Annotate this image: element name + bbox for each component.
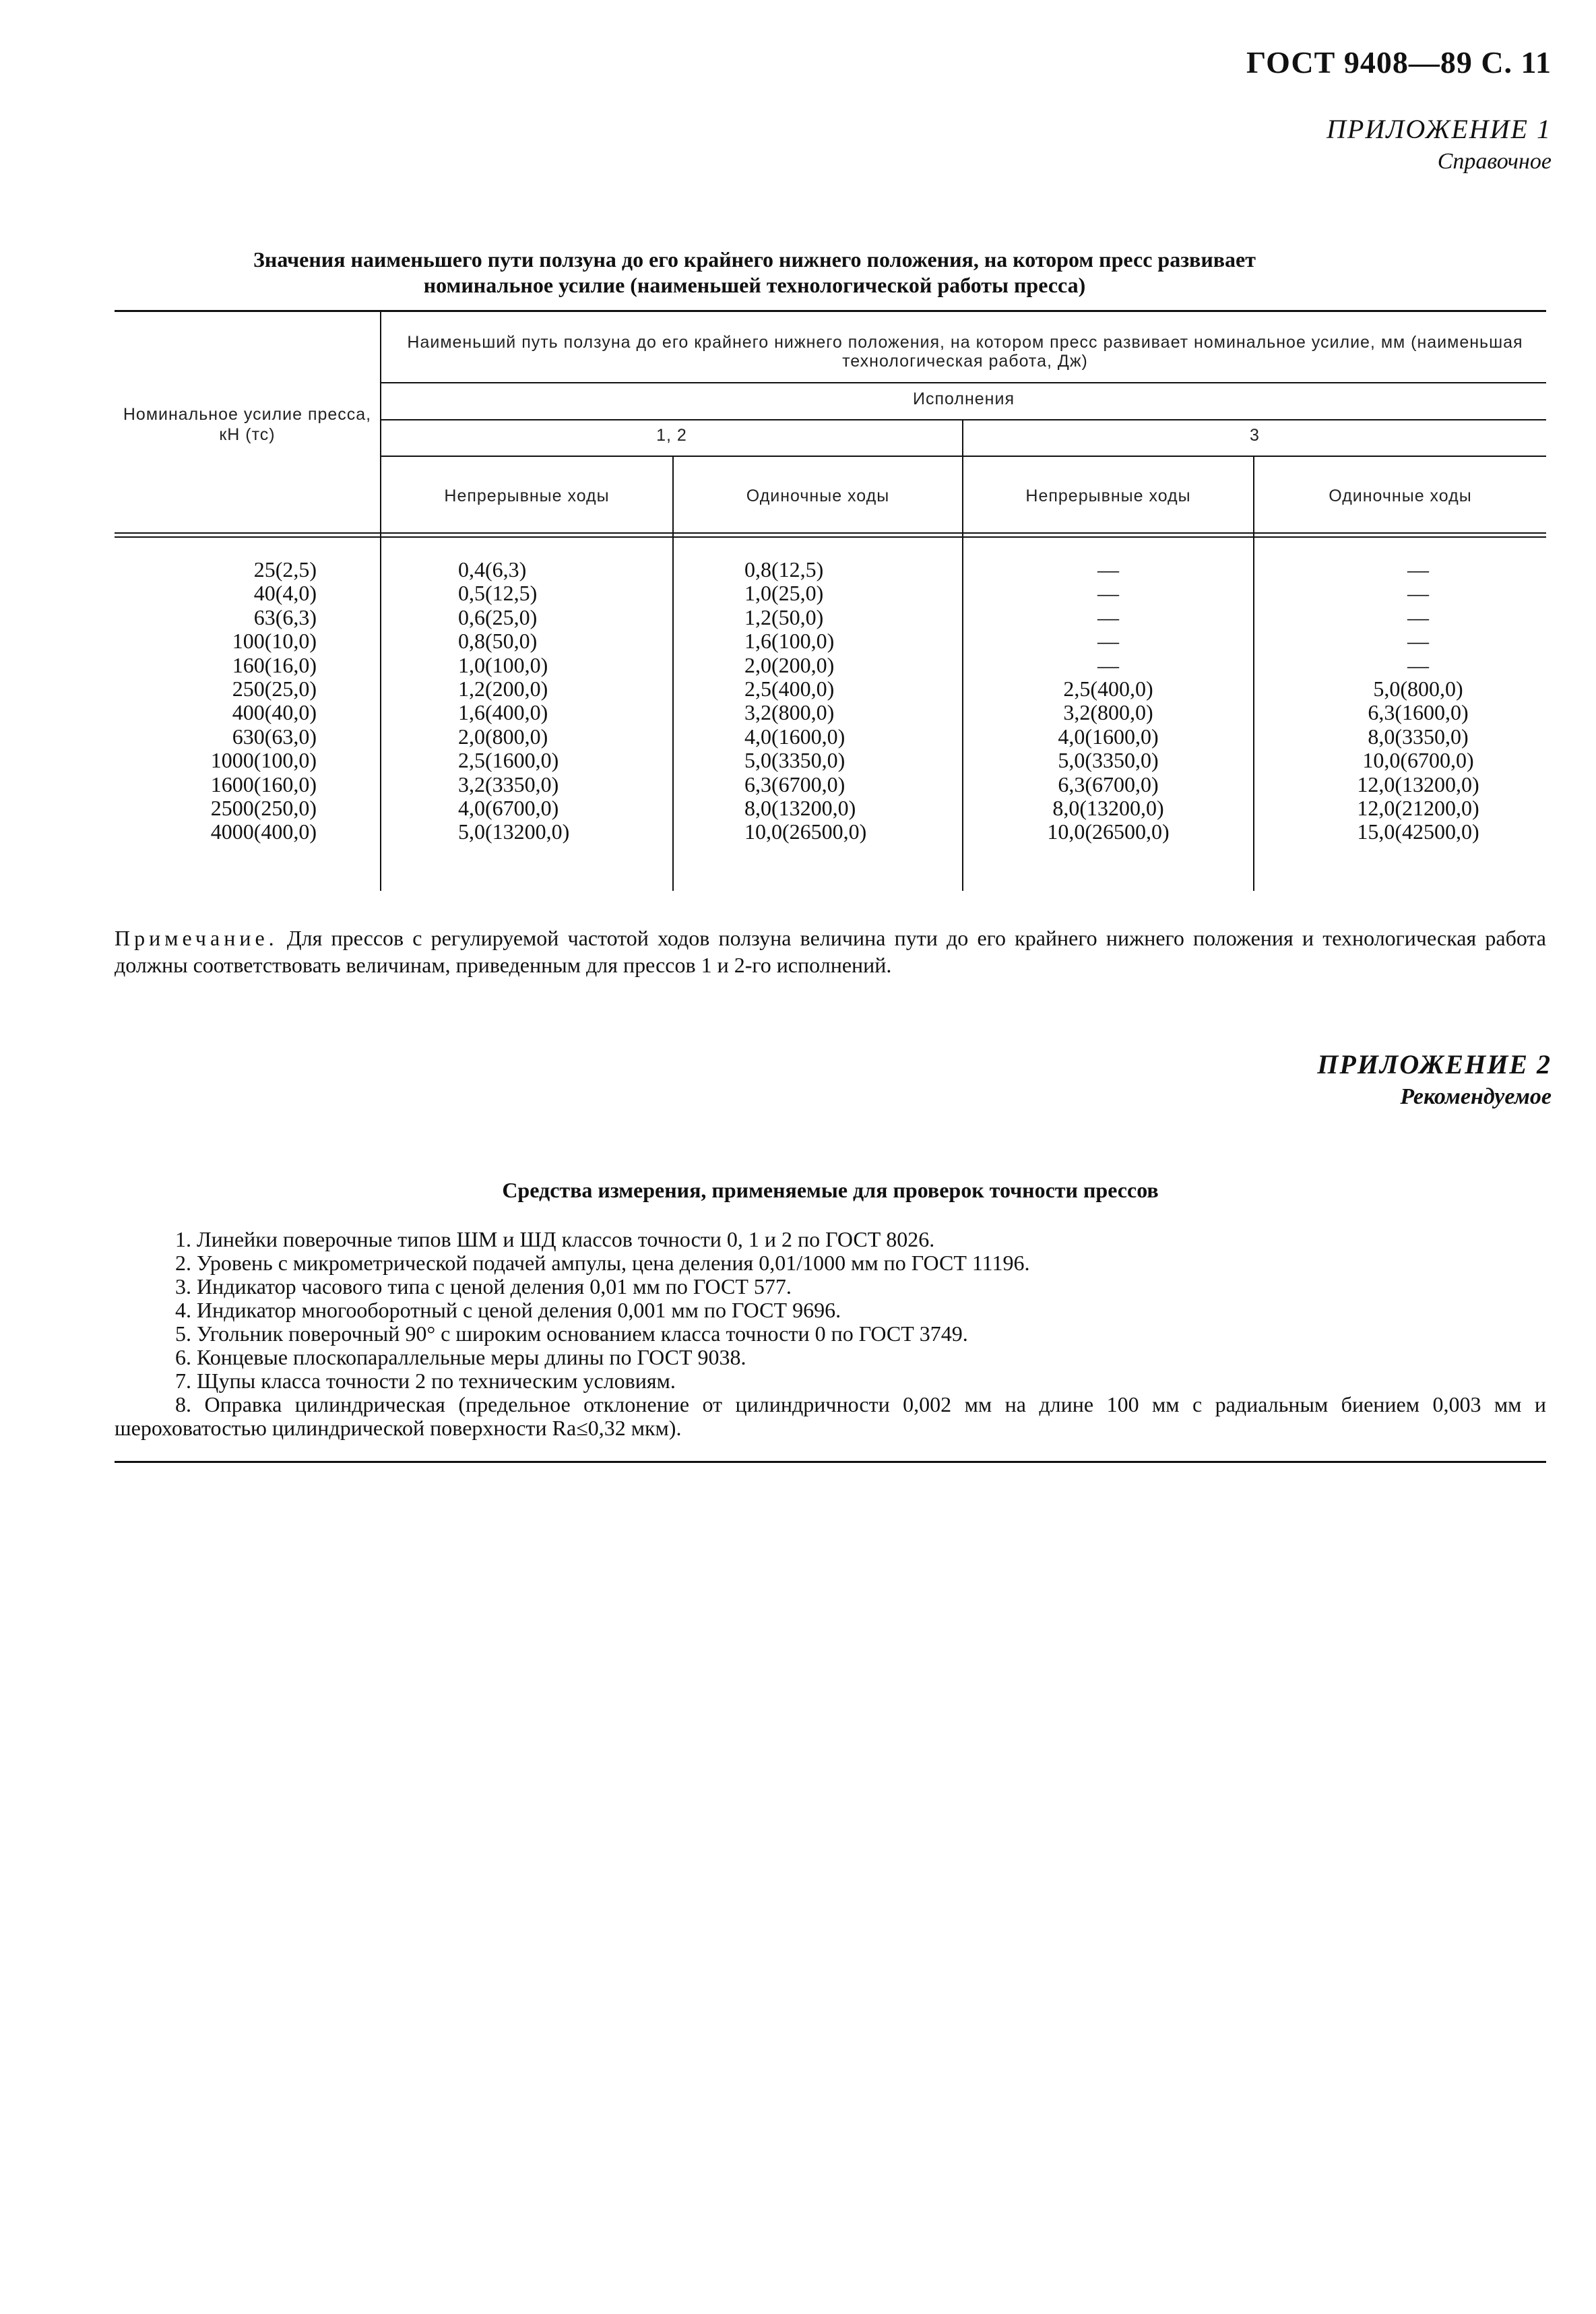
table-cell: 3,2(800,0) <box>744 700 835 725</box>
column-3-single <box>1331 558 1506 844</box>
sub-header-12-continuous: Непрерывные ходы <box>444 487 610 505</box>
table-cell: 8,0(13200,0) <box>744 796 856 821</box>
appendix-1-subtitle: Справочное <box>1437 149 1552 174</box>
table-cell: 4,0(6700,0) <box>458 796 559 821</box>
table-cell: — <box>1097 604 1119 629</box>
table-cell: 4,0(1600,0) <box>1058 724 1159 749</box>
table-cell: 630(63,0) <box>232 724 317 749</box>
list-item: 2. Уровень с микрометрической подачей ампулы, цена деления 0,01/1000 мм по ГОСТ 11196. <box>175 1251 1030 1275</box>
instruments-list <box>115 1228 1546 1440</box>
note-label: Примечание. <box>115 926 278 950</box>
table-cell: 4,0(1600,0) <box>744 724 845 749</box>
sub-header-3-single: Одиночные ходы <box>1329 487 1472 505</box>
table-cell: 2,0(200,0) <box>744 652 835 677</box>
exec-header-rule <box>381 419 1546 420</box>
table-cell: 0,6(25,0) <box>458 604 538 629</box>
table-cell: 5,0(3350,0) <box>1058 748 1159 773</box>
list-item: 4. Индикатор многооборотный с ценой деления 0,001 мм по ГОСТ 9696. <box>175 1298 841 1322</box>
column-force <box>182 558 317 844</box>
list-item: 3. Индикатор часового типа с ценой деления 0,01 мм по ГОСТ 577. <box>175 1274 792 1299</box>
list-item: 1. Линейки поверочные типов ШМ и ШД классов точности 0, 1 и 2 по ГОСТ 8026. <box>175 1227 935 1251</box>
table-cell: 12,0(21200,0) <box>1357 796 1479 821</box>
group-header: Наименьший путь ползуна до его крайнего нижнего положения, на котором пресс развивает номинальное усилие, мм (наименьшая технологическая работа, Дж) <box>407 333 1523 371</box>
instruments-title: Средства измерения, применяемые для проверок точности прессов <box>502 1178 1159 1202</box>
table-cell: 2,5(400,0) <box>744 677 835 701</box>
table-cell: 1,2(200,0) <box>458 677 548 701</box>
group-header-rule <box>381 382 1546 383</box>
table-cell: 40(4,0) <box>253 581 317 606</box>
table-cell: 0,8(50,0) <box>458 629 538 654</box>
table-cell: 8,0(13200,0) <box>1052 796 1164 821</box>
table-cell: 10,0(26500,0) <box>744 819 867 844</box>
table-header-rule-2 <box>115 536 1546 538</box>
table-cell: 10,0(26500,0) <box>1047 819 1170 844</box>
table-cell: 12,0(13200,0) <box>1357 772 1479 796</box>
table-cell: 1000(100,0) <box>210 748 317 773</box>
page-header: ГОСТ 9408—89 С. 11 <box>1246 45 1552 80</box>
table-cell: 250(25,0) <box>232 677 317 701</box>
table-cell: — <box>1097 629 1119 654</box>
table-cell: — <box>1407 604 1429 629</box>
note-text: Для прессов с регулируемой частотой ходов ползуна величина пути до его крайнего нижнего положения и технологическая работа должны соответствовать величинам, приведенным для прессов 1 и 2-го исполнений. <box>115 926 1547 977</box>
table-cell: 2,5(1600,0) <box>458 748 559 773</box>
col-divider-1 <box>672 456 674 891</box>
exec-header: Исполнения <box>913 389 1015 408</box>
appendix-1-title: ПРИЛОЖЕНИЕ 1 <box>1327 114 1552 144</box>
table-cell: 1,2(50,0) <box>744 604 824 629</box>
table-cell: — <box>1407 652 1429 677</box>
table-cell: — <box>1407 581 1429 606</box>
table-cell: 6,3(6700,0) <box>744 772 845 796</box>
table-cell: 2,5(400,0) <box>1063 677 1153 701</box>
bottom-rule <box>115 1461 1546 1463</box>
table-cell: 100(10,0) <box>232 629 317 654</box>
sub-header-3-continuous: Непрерывные ходы <box>1025 487 1191 505</box>
table-cell: 2500(250,0) <box>210 796 317 821</box>
table-cell: 2,0(800,0) <box>458 724 548 749</box>
table-title-line-2: номинальное усилие (наименьшей технологической работы пресса) <box>423 273 1086 297</box>
table-cell: — <box>1097 652 1119 677</box>
exec-variant-rule <box>381 456 1546 457</box>
appendix-2-heading <box>1317 1049 1552 1110</box>
values-table <box>115 310 1546 903</box>
table-cell: 1,0(100,0) <box>458 652 548 677</box>
table-cell: 3,2(3350,0) <box>458 772 559 796</box>
list-item: 7. Щупы класса точности 2 по техническим условиям. <box>175 1369 676 1393</box>
appendix-2-subtitle: Рекомендуемое <box>1400 1084 1552 1109</box>
table-cell: 160(16,0) <box>232 652 317 677</box>
table-cell: 4000(400,0) <box>210 819 317 844</box>
exec-12-header: 1, 2 <box>656 426 687 445</box>
table-cell: 6,3(6700,0) <box>1058 772 1159 796</box>
column-3-continuous <box>1041 558 1176 844</box>
table-cell: 3,2(800,0) <box>1063 700 1153 725</box>
table-note <box>115 925 1546 978</box>
table-cell: — <box>1407 629 1429 654</box>
table-header-rule-1 <box>115 532 1546 534</box>
table-cell: 1,6(400,0) <box>458 700 548 725</box>
exec-3-header: 3 <box>1250 426 1260 445</box>
table-cell: — <box>1097 557 1119 582</box>
table-title-line-1: Значения наименьшего пути ползуна до его крайнего нижнего положения, на котором пресс развивает <box>253 247 1256 272</box>
table-cell: 63(6,3) <box>253 604 317 629</box>
table-cell: 8,0(3350,0) <box>1368 724 1469 749</box>
list-item: 8. Оправка цилиндрическая (предельное отклонение от цилиндричности 0,002 мм на длине 100 мм с радиальным биением 0,003 мм и шероховатостью цилиндрической поверхности Ra≤0,32 мкм). <box>115 1392 1546 1440</box>
table-top-rule <box>115 310 1546 312</box>
table-cell: 0,4(6,3) <box>458 557 527 582</box>
table-cell: 25(2,5) <box>253 557 317 582</box>
table-title <box>115 247 1395 298</box>
table-cell: 5,0(3350,0) <box>744 748 845 773</box>
table-cell: — <box>1097 581 1119 606</box>
table-cell: 0,8(12,5) <box>744 557 824 582</box>
table-cell: 1,0(25,0) <box>744 581 824 606</box>
sub-header-12-single: Одиночные ходы <box>746 487 890 505</box>
table-cell: 0,5(12,5) <box>458 581 538 606</box>
col-header-force: Номинальное усилие пресса, кН (тс) <box>123 405 372 444</box>
table-cell: 6,3(1600,0) <box>1368 700 1469 725</box>
table-cell: — <box>1407 557 1429 582</box>
table-cell: 1,6(100,0) <box>744 629 835 654</box>
appendix-2-title: ПРИЛОЖЕНИЕ 2 <box>1317 1049 1552 1080</box>
table-cell: 400(40,0) <box>232 700 317 725</box>
list-item: 6. Концевые плоскопараллельные меры длины по ГОСТ 9038. <box>175 1345 746 1369</box>
table-cell: 15,0(42500,0) <box>1357 819 1479 844</box>
column-12-continuous <box>458 558 660 844</box>
table-cell: 1600(160,0) <box>210 772 317 796</box>
list-item: 5. Угольник поверочный 90° с широким основанием класса точности 0 по ГОСТ 3749. <box>175 1321 968 1346</box>
table-cell: 5,0(800,0) <box>1373 677 1463 701</box>
table-cell: 5,0(13200,0) <box>458 819 570 844</box>
column-12-single <box>744 558 947 844</box>
table-cell: 10,0(6700,0) <box>1362 748 1474 773</box>
appendix-1-heading <box>1327 113 1552 175</box>
col-divider-3 <box>1253 456 1254 891</box>
